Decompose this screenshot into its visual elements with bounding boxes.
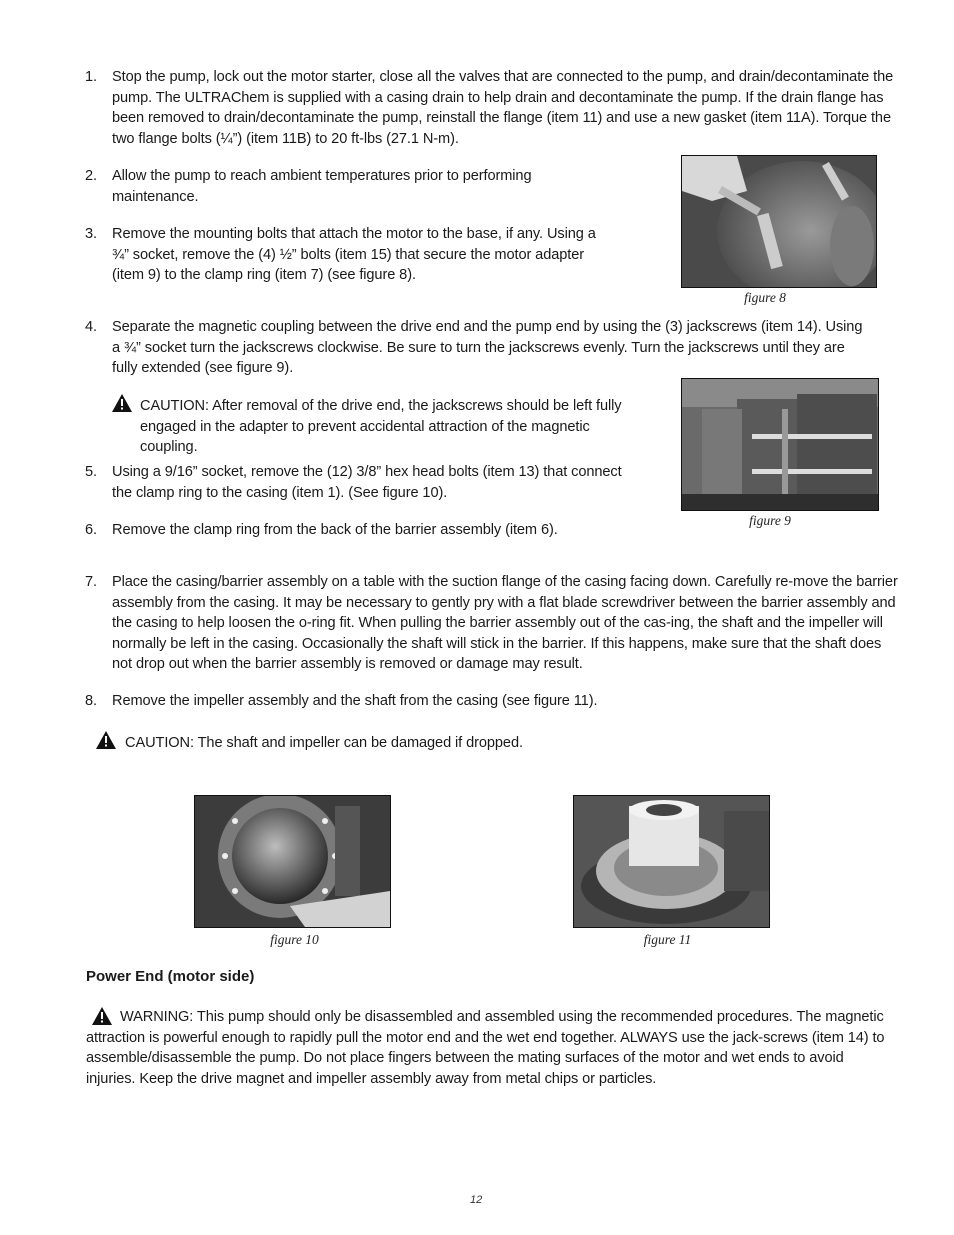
figure-9-photo — [681, 378, 879, 511]
warning-triangle-icon — [96, 731, 116, 749]
figure-11-photo — [573, 795, 770, 928]
page-number: 12 — [470, 1194, 483, 1206]
figure-9-caption: figure 9 — [749, 513, 791, 528]
figure-11-caption: figure 11 — [643, 932, 692, 947]
step-6-text: Remove the clamp ring from the back of the barrier assembly (item 6). — [112, 522, 558, 538]
step-7-text: Place the casing/barrier assembly on a table with the suction flange of the casing facing down. Carefully re-move the barrier assembly from the casing. It may be necessary to gently pry with a flat blade screwdriver between the barrier assembly and the casing to help loosen the o-ring fit. When pulling the barrier assembly out of the cas-ing, the shaft and the impeller will normally be left in the casing. Occasionally the shaft will stick in the barrier. If this happens, make sure that the shaft does not drop out when the barrier assembly is removed or damage may result. — [112, 574, 898, 672]
step-5-number: 5. — [85, 464, 97, 480]
step-3-text: Remove the mounting bolts that attach the motor to the base, if any. Using a ¾” socket, remove the (4) ½” bolts (item 15) that secure the motor adapter (item 9) to the clamp ring (item 7) (see figure 8). — [112, 226, 596, 283]
caution-shaft-impeller: CAUTION: The shaft and impeller can be damaged if dropped. — [125, 735, 523, 751]
figure-8-photo — [681, 155, 877, 288]
step-2-text: Allow the pump to reach ambient temperatures prior to performing maintenance. — [112, 168, 532, 205]
step-7-number: 7. — [85, 574, 97, 590]
warning-triangle-icon — [112, 394, 132, 412]
step-1-number: 1. — [85, 69, 97, 85]
step-6-number: 6. — [85, 522, 97, 538]
step-8-number: 8. — [85, 693, 97, 709]
figure-10-photo — [194, 795, 391, 928]
step-3-number: 3. — [85, 226, 97, 242]
section-heading-power-end: Power End (motor side) — [86, 968, 255, 985]
warning-text: WARNING: This pump should only be disassembled and assembled using the recommended procedures. The magnetic attraction is powerful enough to rapidly pull the motor end and the wet end together. ALWAYS use the jack-screws (item 14) to assemble/disassemble the pump. Do not place fingers between the mating surfaces of the motor and wet ends to avoid injuries. Keep the drive magnet and impeller assembly away from metal chips or particles. — [86, 1009, 885, 1087]
step-8-text: Remove the impeller assembly and the shaft from the casing (see figure 11). — [112, 693, 598, 709]
step-5-text: Using a 9/16” socket, remove the (12) 3/8” hex head bolts (item 13) that connect the clamp ring to the casing (item 1). (See figure 10). — [112, 464, 622, 501]
step-1-text: Stop the pump, lock out the motor starter, close all the valves that are connected to the pump, and drain/decontaminate the pump. The ULTRAChem is supplied with a casing drain to help drain and decontaminate the pump. If the drain flange has been removed to drain/decontaminate the pump, reinstall the flange (item 11) and use a new gasket (item 11A). Torque the two flange bolts (¼”) (item 11B) to 20 ft-lbs (27.1 N-m). — [112, 69, 894, 147]
step-4-text: Separate the magnetic coupling between the drive end and the pump end by using the (3) jackscrews (item 14). Using a ¾” socket turn the jackscrews clockwise. Be sure to turn the jackscrews evenly. Turn the jackscrews until they are fully extended (see figure 9). — [112, 319, 863, 376]
figure-10-caption: figure 10 — [270, 932, 319, 947]
step-4-number: 4. — [85, 319, 97, 335]
step-2-number: 2. — [85, 168, 97, 184]
figure-8-caption: figure 8 — [744, 290, 786, 305]
caution-jackscrews: CAUTION: After removal of the drive end, the jackscrews should be left fully engaged in the adapter to prevent accidental attraction of the magnetic coupling. — [140, 398, 622, 455]
